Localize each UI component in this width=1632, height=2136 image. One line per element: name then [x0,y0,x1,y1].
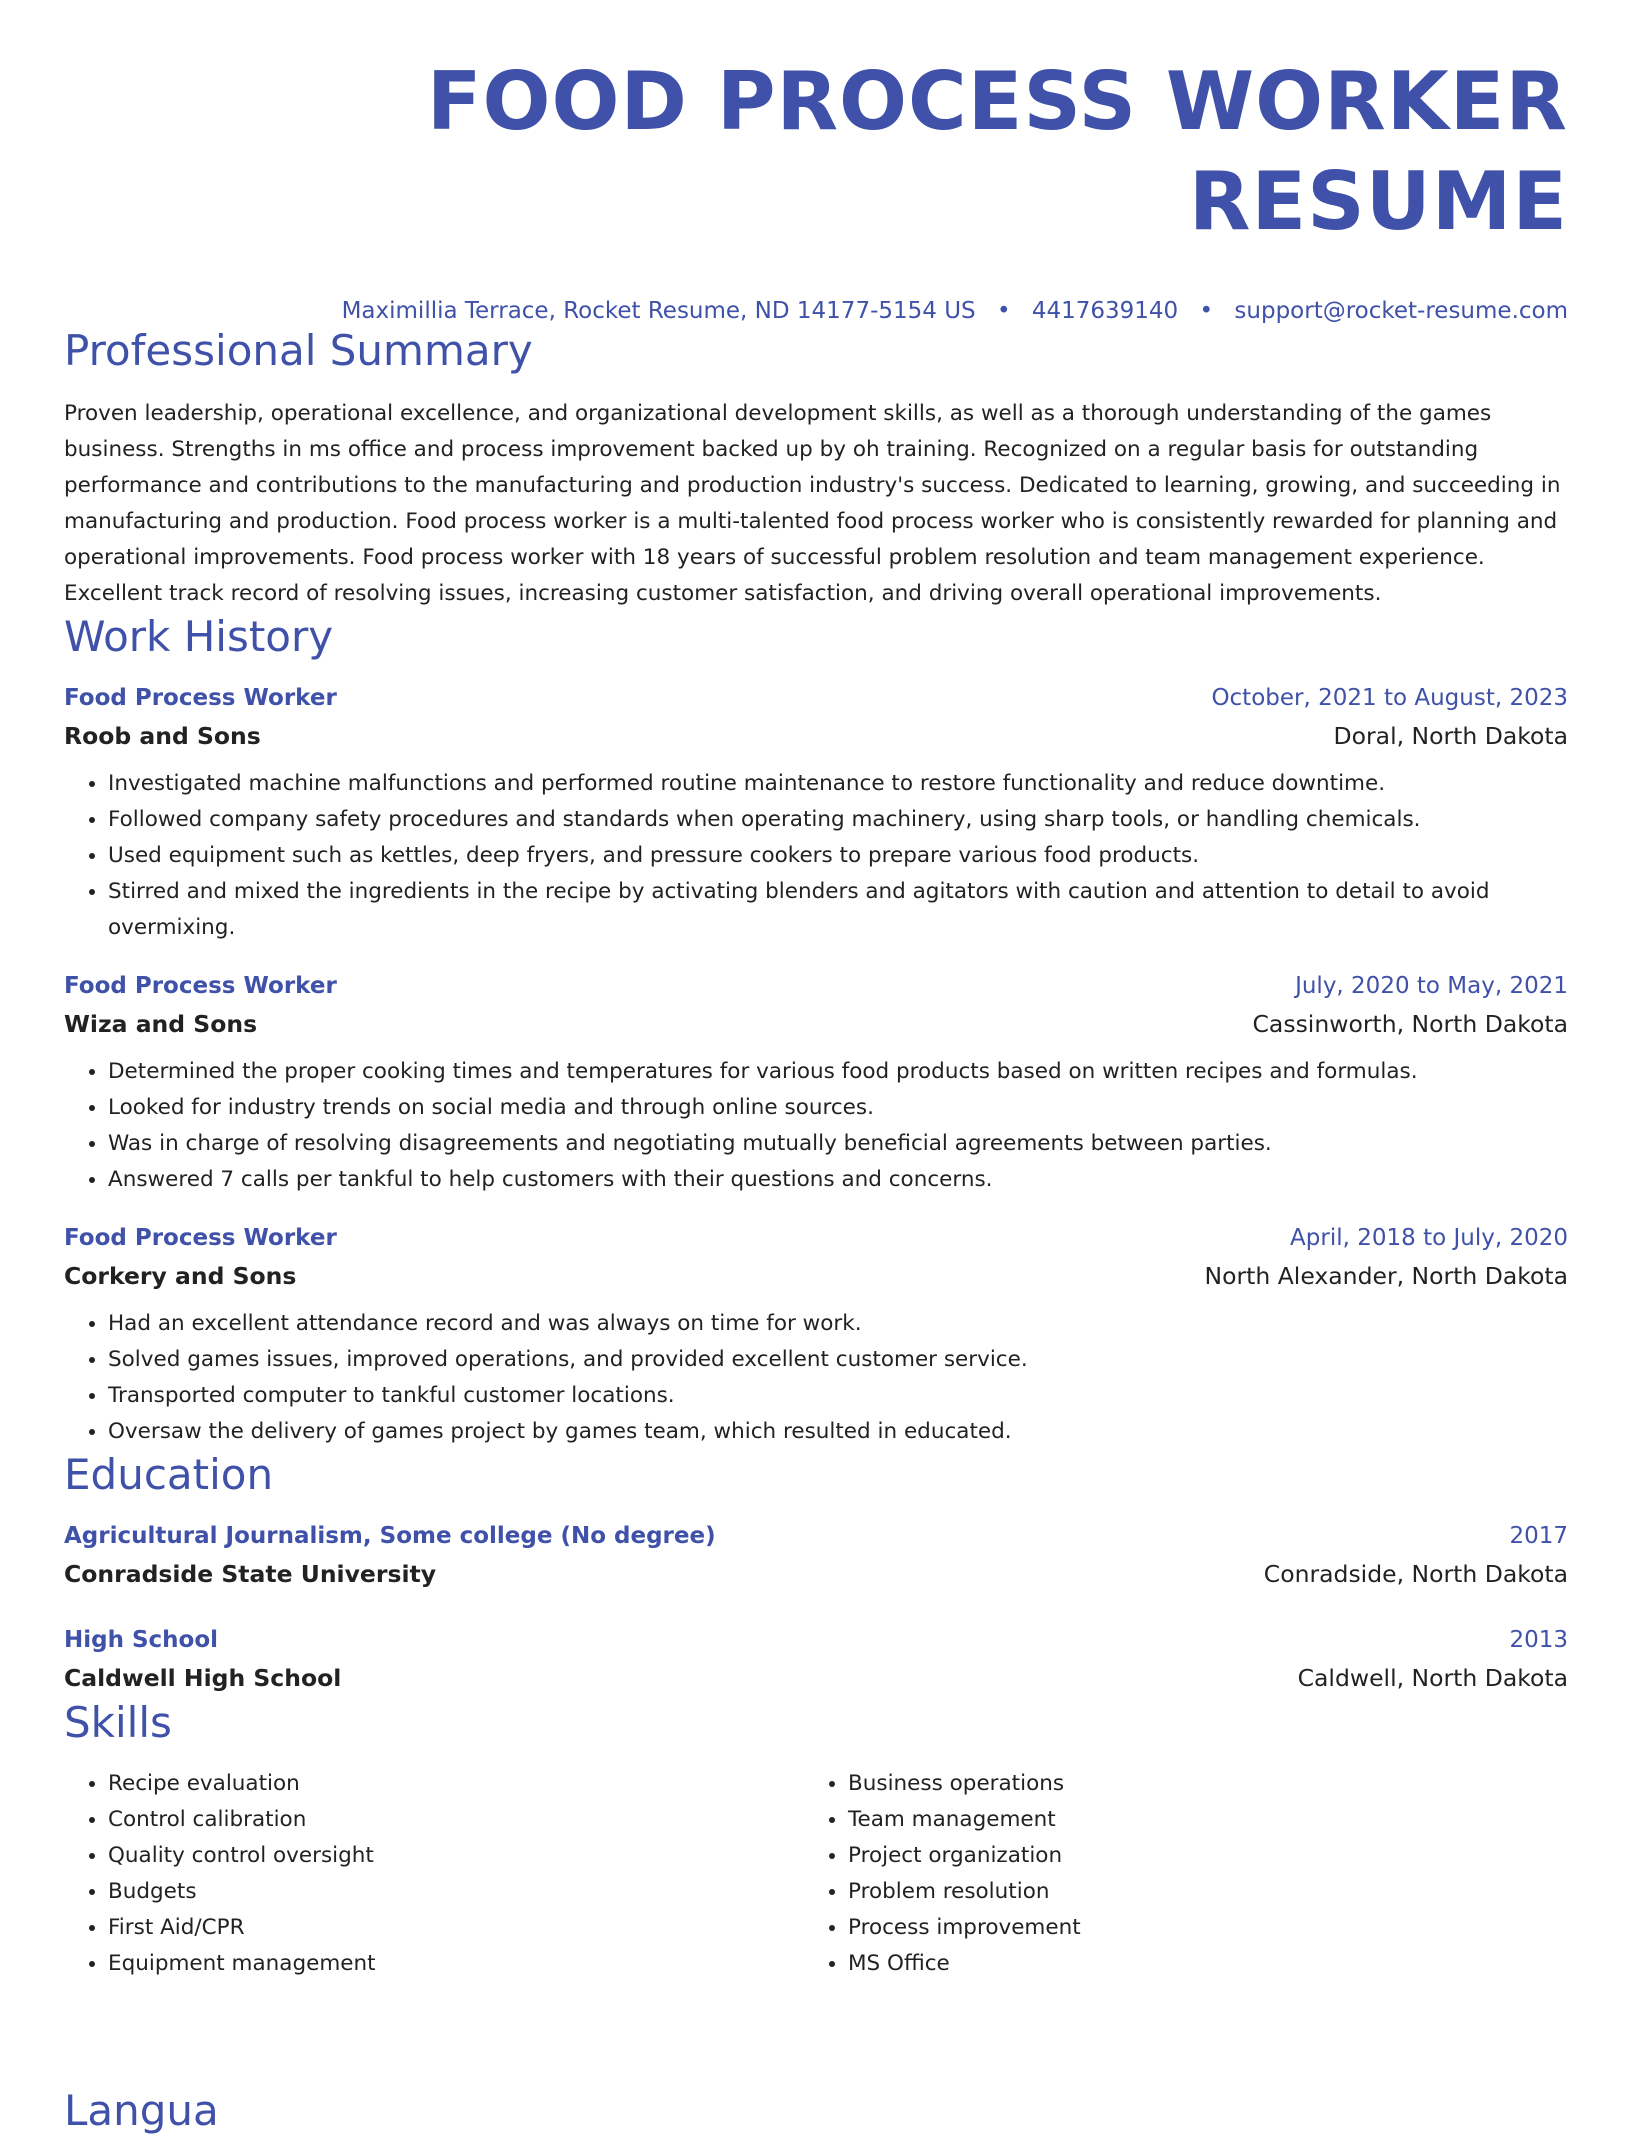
job-bullet: • Used equipment such as kettles, deep fryers, and pressure cookers to prepare various food products. [108,838,1568,874]
contact-phone: 4417639140 [1031,298,1179,324]
job-dates: April, 2018 to July, 2020 [1290,1225,1568,1251]
education-degree: High School [64,1627,219,1653]
next-section-heading-partial: Langua [64,2086,219,2135]
job-title: Food Process Worker [64,973,337,999]
job-company: Corkery and Sons [64,1262,297,1290]
education-year: 2017 [1509,1523,1568,1549]
skill-item: • Project organization [848,1838,1081,1874]
skill-item: • Quality control oversight [108,1838,804,1874]
job-bullets [64,1306,1568,1450]
skill-item: • MS Office [848,1946,1081,1982]
skill-item: • Process improvement [848,1910,1081,1946]
skill-item: • Problem resolution [848,1874,1081,1910]
resume-title: FOOD PROCESS WORKER RESUME [426,55,1568,248]
contact-separator: • [1199,298,1214,324]
skill-item: • Equipment management [108,1946,804,1982]
education-school: Conradside State University [64,1560,437,1588]
job-dates: October, 2021 to August, 2023 [1211,685,1568,711]
skill-item: • Business operations [848,1766,1081,1802]
work-history-section [64,612,1568,1450]
skills-column-right [804,1766,1081,1982]
work-history-heading: Work History [64,612,334,661]
contact-separator: • [996,298,1011,324]
job-company: Wiza and Sons [64,1010,258,1038]
skills-heading: Skills [64,1698,172,1747]
job-location: Doral, North Dakota [1333,722,1568,750]
education-school: Caldwell High School [64,1664,342,1692]
skill-item: • Team management [848,1802,1081,1838]
education-location: Caldwell, North Dakota [1297,1664,1568,1692]
contact-address: Maximillia Terrace, Rocket Resume, ND 14177-5154 US [341,298,976,324]
job-bullet: • Followed company safety procedures and standards when operating machinery, using sharp tools, or handling chemicals. [108,802,1568,838]
resume-header [64,0,1568,326]
job-entry [64,680,1568,946]
job-entry [64,1220,1568,1450]
skills-column-left [64,1766,804,1982]
education-entry [64,1622,1568,1698]
job-bullet: • Was in charge of resolving disagreements and negotiating mutually beneficial agreements between parties. [108,1126,1568,1162]
job-bullet: • Oversaw the delivery of games project by games team, which resulted in educated. [108,1414,1568,1450]
job-location: Cassinworth, North Dakota [1252,1010,1568,1038]
job-bullet: • Investigated machine malfunctions and performed routine maintenance to restore functionality and reduce downtime. [108,766,1568,802]
education-year: 2013 [1509,1627,1568,1653]
job-bullet: • Looked for industry trends on social media and through online sources. [108,1090,1568,1126]
skills-section [64,1698,1568,1982]
job-bullet: • Transported computer to tankful customer locations. [108,1378,1568,1414]
job-bullet: • Answered 7 calls per tankful to help customers with their questions and concerns. [108,1162,1568,1198]
summary-heading: Professional Summary [64,326,533,375]
job-bullet: • Solved games issues, improved operations, and provided excellent customer service. [108,1342,1568,1378]
education-location: Conradside, North Dakota [1263,1560,1568,1588]
summary-section [64,326,1568,612]
job-entry [64,968,1568,1198]
job-title: Food Process Worker [64,1225,337,1251]
contact-email[interactable]: support@rocket-resume.com [1234,298,1568,324]
job-company: Roob and Sons [64,722,261,750]
education-section [64,1450,1568,1698]
skill-item: • First Aid/CPR [108,1910,804,1946]
job-bullet: • Stirred and mixed the ingredients in the recipe by activating blenders and agitators with caution and attention to detail to avoid overmixing. [108,874,1568,946]
skills-list [64,1766,1568,1982]
education-degree: Agricultural Journalism, Some college (No degree) [64,1523,716,1549]
job-location: North Alexander, North Dakota [1204,1262,1568,1290]
job-bullets [64,766,1568,946]
job-bullets [64,1054,1568,1198]
job-bullet: • Had an excellent attendance record and was always on time for work. [108,1306,1568,1342]
job-bullet: • Determined the proper cooking times and temperatures for various food products based on written recipes and formulas. [108,1054,1568,1090]
summary-text: Proven leadership, operational excellence, and organizational development skills, as well as a thorough understanding of the games business. Strengths in ms office and process improvement backed up by oh training. Recognized on a regular basis for outstanding performance and contributions to the manufacturing and production industry's success. Dedicated to learning, growing, and succeeding in manufacturing and production. Food process worker is a multi-talented food process worker who is consistently rewarded for planning and operational improvements. Food process worker with 18 years of successful problem resolution and team management experience. Excellent track record of resolving issues, increasing customer satisfaction, and driving overall operational improvements. [64,401,1561,606]
skill-item: • Control calibration [108,1802,804,1838]
skill-item: • Budgets [108,1874,804,1910]
education-entry [64,1518,1568,1594]
job-dates: July, 2020 to May, 2021 [1295,973,1568,999]
skill-item: • Recipe evaluation [108,1766,804,1802]
education-heading: Education [64,1450,274,1499]
contact-line [64,296,1568,326]
job-title: Food Process Worker [64,685,337,711]
